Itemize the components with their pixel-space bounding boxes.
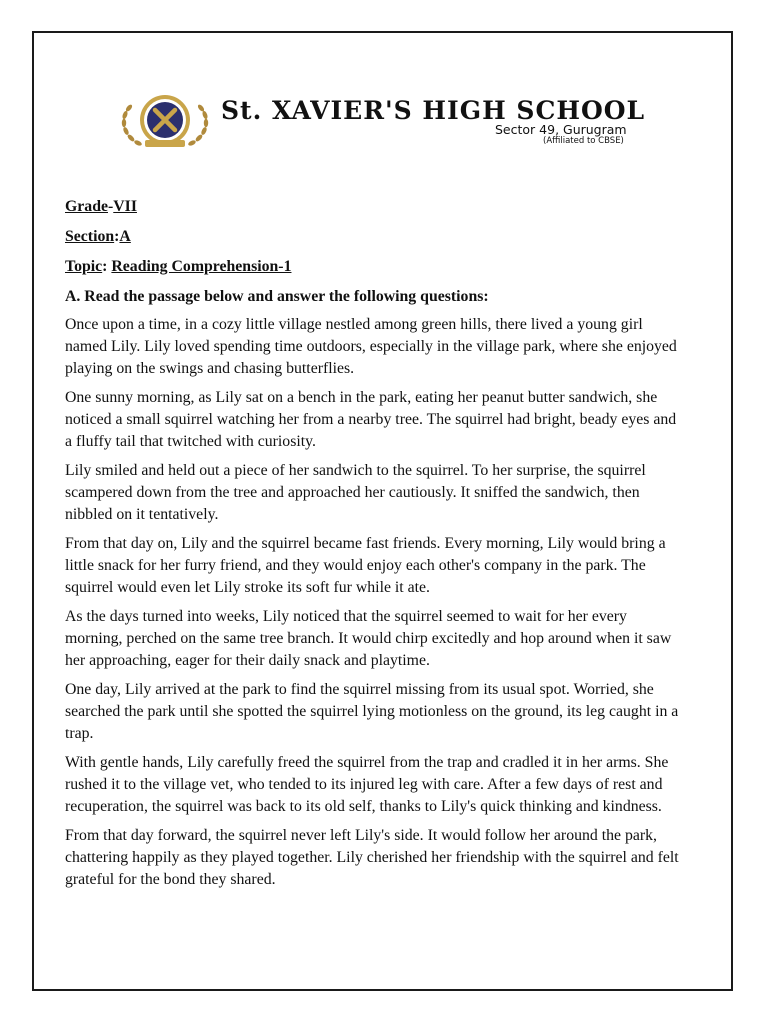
passage-paragraph-1: Once upon a time, in a cozy little village nestled among green hills, there lived a young girl named Lily. Lily loved spending time outdoors, especially in the village park, where she enjoyed playing on the swings and chasing butterflies. [65, 316, 677, 377]
worksheet-content [65, 196, 685, 898]
passage-paragraph-5: As the days turned into weeks, Lily noticed that the squirrel seemed to wait for her every morning, perched on the same tree branch. It would chirp excitedly and hop around when it saw her approaching, eager for their daily snack and playtime. [65, 608, 672, 669]
laurel-right-icon [187, 104, 208, 147]
passage-paragraph-3: Lily smiled and held out a piece of her sandwich to the squirrel. To her surprise, the squirrel scampered down from the tree and approached her cautiously. It sniffed the sandwich, then nibbled on it tentatively. [65, 462, 646, 523]
topic-value: Reading Comprehension-1 [111, 258, 292, 275]
passage-paragraph-4: From that day on, Lily and the squirrel became fast friends. Every morning, Lily would bring a little snack for her furry friend, and they would enjoy each other's company in the park. The squirrel would even let Lily stroke its soft fur while it ate. [65, 535, 666, 596]
passage-paragraph-2: One sunny morning, as Lily sat on a bench in the park, eating her peanut butter sandwich, she noticed a small squirrel watching her from a nearby tree. The squirrel had bright, beady eyes and a fluffy tail that twitched with curiosity. [65, 389, 677, 450]
topic-separator: : [102, 258, 112, 275]
passage-paragraph-7: With gentle hands, Lily carefully freed the squirrel from the trap and cradled it in her arms. She rushed it to the village vet, who tended to its injured leg with care. After a few days of rest and recuperation, the squirrel was back to its old self, thanks to Lily's quick thinking and kindness. [65, 754, 669, 815]
school-sector: Sector 49, Gurugram [495, 122, 627, 137]
school-logo-emblem [115, 90, 215, 152]
section-value: A [119, 228, 131, 245]
instruction-heading: A. Read the passage below and answer the following questions: [65, 288, 489, 305]
school-name: St. XAVIER'S HIGH SCHOOL [221, 96, 646, 125]
grade-label: Grade [65, 198, 108, 215]
grade-line [65, 196, 685, 218]
topic-label: Topic [65, 258, 103, 275]
section-label: Section [65, 228, 115, 245]
topic-line [65, 256, 685, 278]
school-header [115, 90, 675, 152]
section-separator: : [114, 228, 120, 245]
grade-value: VII [113, 198, 137, 215]
section-line [65, 226, 685, 248]
school-affiliation: (Affiliated to CBSE) [543, 136, 624, 146]
laurel-left-icon [121, 104, 142, 147]
passage-paragraph-8: From that day forward, the squirrel never left Lily's side. It would follow her around the park, chattering happily as they played together. Lily cherished her friendship with the squirrel and felt grateful for the bond they shared. [65, 827, 679, 888]
passage-paragraph-6: One day, Lily arrived at the park to find the squirrel missing from its usual spot. Worried, she searched the park until she spotted the squirrel lying motionless on the ground, its leg caught in a trap. [65, 681, 679, 742]
grade-separator: - [108, 198, 114, 215]
